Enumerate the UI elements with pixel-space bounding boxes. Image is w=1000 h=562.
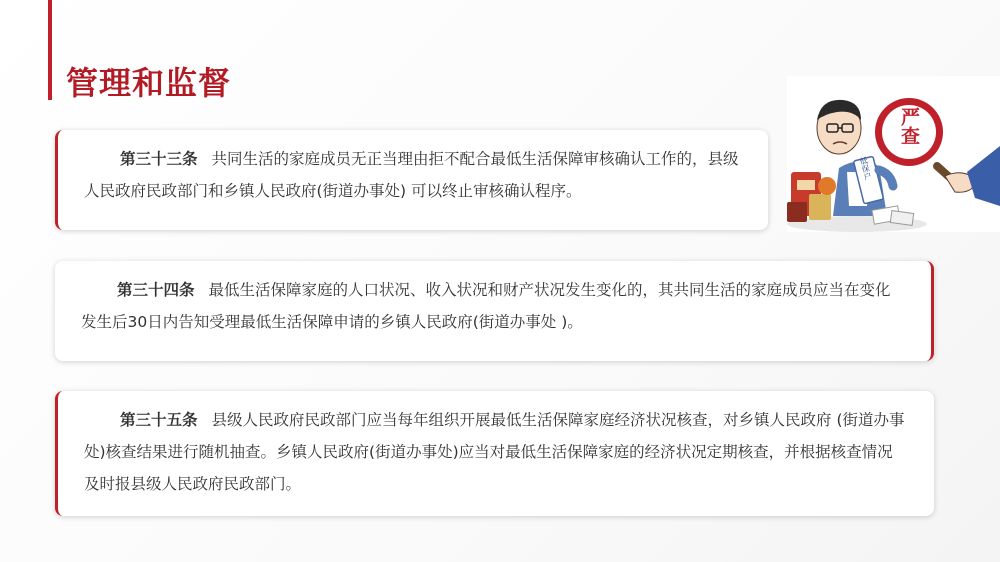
- title-accent-bar: [48, 0, 52, 100]
- page-title: 管理和监督: [66, 64, 232, 102]
- tag-text: 低保户: [858, 155, 873, 182]
- article-number: 第三十五条: [120, 411, 198, 429]
- inspection-illustration: [787, 76, 1000, 232]
- article-card-33: [55, 130, 768, 230]
- article-text: 最低生活保障家庭的人口状况、收入状况和财产状况发生变化的，其共同生活的家庭成员应当在变化发生后30日内告知受理最低生活保障申请的乡镇人民政府(街道办事处 )。: [81, 281, 891, 331]
- article-card-35: [55, 391, 934, 516]
- magnifier-text: 严查: [898, 107, 920, 145]
- inspection-cartoon-icon: [787, 76, 1000, 232]
- article-card-34: [55, 261, 934, 361]
- article-body: [58, 391, 934, 500]
- article-number: 第三十四条: [117, 281, 195, 299]
- article-text: 共同生活的家庭成员无正当理由拒不配合最低生活保障审核确认工作的，县级人民政府民政部门和乡镇人民政府(街道办事处) 可以终止审核确认程序。: [84, 150, 739, 200]
- article-body: [55, 261, 931, 338]
- article-number: 第三十三条: [120, 150, 198, 168]
- article-body: [58, 130, 768, 207]
- article-text: 县级人民政府民政部门应当每年组织开展最低生活保障家庭经济状况核查，对乡镇人民政府 (街道办事处)核查结果进行随机抽查。乡镇人民政府(街道办事处)应当对最低生活保障家庭的经济状况定期核查，并根据核查情况及时报县级人民政府民政部门。: [84, 411, 905, 493]
